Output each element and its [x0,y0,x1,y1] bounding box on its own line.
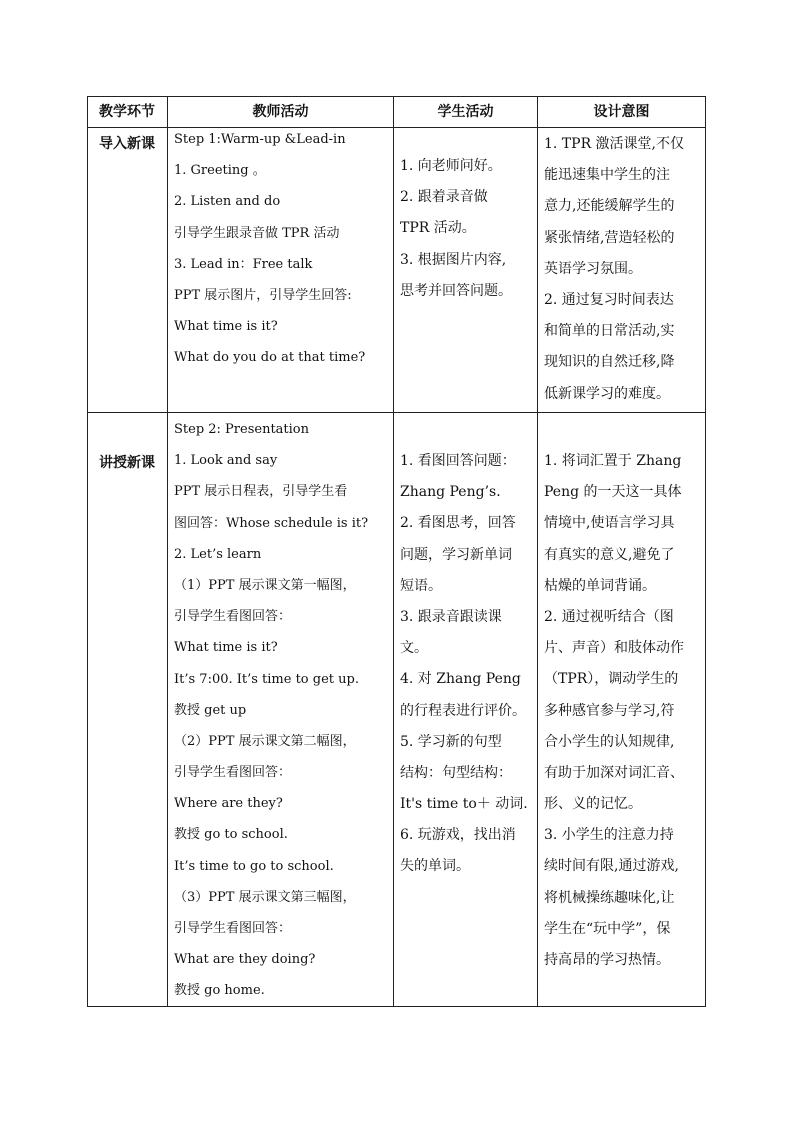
teacher-line: 2. Let’s learn [174,546,262,562]
student-line: 1. 向老师问好。 [400,158,502,174]
teacher-line: 3. Lead in：Free talk [174,256,313,272]
student-line: 3. 根据图片内容, [400,251,507,268]
intent-line: 现知识的自然迁移,降 [544,354,675,371]
intent-line: 合小学生的认知规律, [544,733,675,750]
intent-line: Peng 的一天这一具体 [544,484,682,501]
teacher-line: （3）PPT 展示课文第三幅图， [174,889,356,905]
intent-line: 1. 将词汇置于 Zhang [544,453,682,469]
teacher-line: （1）PPT 展示课文第一幅图， [174,577,356,593]
stage-lead-in: 导入新课 [99,136,155,152]
teacher-line: Step 2: Presentation [174,422,310,437]
teacher-line: What time is it? [174,640,278,656]
design-intent-lead-in [544,129,684,410]
intent-line: 形、义的记忆。 [544,796,642,813]
intent-line: 能迅速集中学生的注 [544,167,670,184]
intent-line: 有助于加深对词汇音、 [544,764,684,781]
student-line: 1. 看图回答问题： [400,453,516,469]
student-line: TPR 活动。 [400,220,476,237]
student-line: It's time to＋ 动词. [400,796,528,813]
teacher-activities-lead-in [174,124,365,374]
teacher-line: It’s time to go to school. [174,858,334,874]
teacher-line: Step 1:Warm-up &Lead-in [174,132,346,147]
intent-line: 1. TPR 激活课堂,不仅 [544,136,685,152]
intent-line: 英语学习氛围。 [544,260,642,277]
teacher-line: What time is it? [174,319,278,335]
student-line: 2. 跟着录音做 [400,189,488,206]
teacher-line: 引导学生看图回答： [174,765,292,781]
intent-line: 持高昂的学习热情。 [544,952,670,968]
teacher-line: 1. Greeting 。 [174,163,266,179]
student-line: 失的单词。 [400,858,470,875]
student-line: 的行程表进行评价。 [400,702,526,719]
teacher-line: 教授 go home. [174,983,265,999]
teacher-line: 1. Look and say [174,453,278,469]
student-line: 结构：句型结构： [400,764,512,781]
student-activities-presentation [400,446,528,883]
intent-line: 片、声音）和肢体动作 [544,640,684,657]
intent-line: 3. 小学生的注意力持 [544,827,674,844]
lesson-plan-table [87,96,706,1007]
intent-line: 紧张情绪,营造轻松的 [544,229,675,246]
student-line: Zhang Peng’s. [400,484,501,501]
intent-line: 多种感官参与学习,符 [544,702,675,719]
teacher-line: Where are they? [174,796,283,812]
student-line: 3. 跟录音跟读课 [400,608,502,625]
intent-line: 有真实的意义,避免了 [544,546,675,563]
teacher-line: 教授 get up [174,702,247,718]
intent-line: 学生在“玩中学”，保 [544,920,671,937]
student-line: 问题，学习新单词 [400,546,512,563]
student-activities-lead-in [400,151,512,307]
intent-line: 低新课学习的难度。 [544,385,670,402]
student-line: 思考并回答问题。 [400,282,512,299]
student-line: 文。 [400,640,428,657]
header-student: 学生活动 [437,104,494,120]
teacher-line: 引导学生看图回答： [174,921,292,936]
design-intent-presentation [544,446,684,976]
student-line: 2. 看图思考，回答 [400,515,516,532]
intent-line: 意力,还能缓解学生的 [544,198,675,215]
intent-line: 和简单的日常活动,实 [544,323,675,340]
teacher-activities-presentation [174,414,368,1007]
intent-line: 将机械操练趣味化,让 [544,889,675,906]
stage-presentation: 讲授新课 [99,455,155,471]
teacher-line: What are they doing? [174,952,316,968]
teacher-line: PPT 展示图片，引导学生回答: [174,287,352,303]
intent-line: 续时间有限,通过游戏, [544,858,679,875]
teacher-line: What do you do at that time? [174,350,366,366]
header-intent: 设计意图 [593,104,650,120]
intent-line: 枯燥的单词背诵。 [544,577,656,594]
intent-line: 2. 通过复习时间表达 [544,291,674,308]
header-teacher: 教师活动 [252,104,309,120]
teacher-line: 引导学生看图回答： [174,609,292,625]
student-line: 5. 学习新的句型 [400,733,502,750]
teacher-line: It’s 7:00. It’s time to get up. [174,671,359,687]
intent-line: 2. 通过视听结合（图 [544,608,674,625]
intent-line: 情境中,使语言学习具 [544,515,675,532]
teacher-line: （2）PPT 展示课文第二幅图， [174,733,356,749]
intent-line: （TPR），调动学生的 [544,671,679,688]
student-line: 6. 玩游戏，找出消 [400,827,516,844]
student-line: 短语。 [400,577,442,594]
student-line: 4. 对 Zhang Peng [400,671,521,688]
header-stage: 教学环节 [99,104,155,120]
teacher-line: 2. Listen and do [174,194,281,210]
teacher-line: 图回答：Whose schedule is it? [174,515,369,531]
teacher-line: 教授 go to school. [174,827,288,843]
teacher-line: PPT 展示日程表，引导学生看 [174,484,348,500]
teacher-line: 引导学生跟录音做 TPR 活动 [174,225,340,241]
